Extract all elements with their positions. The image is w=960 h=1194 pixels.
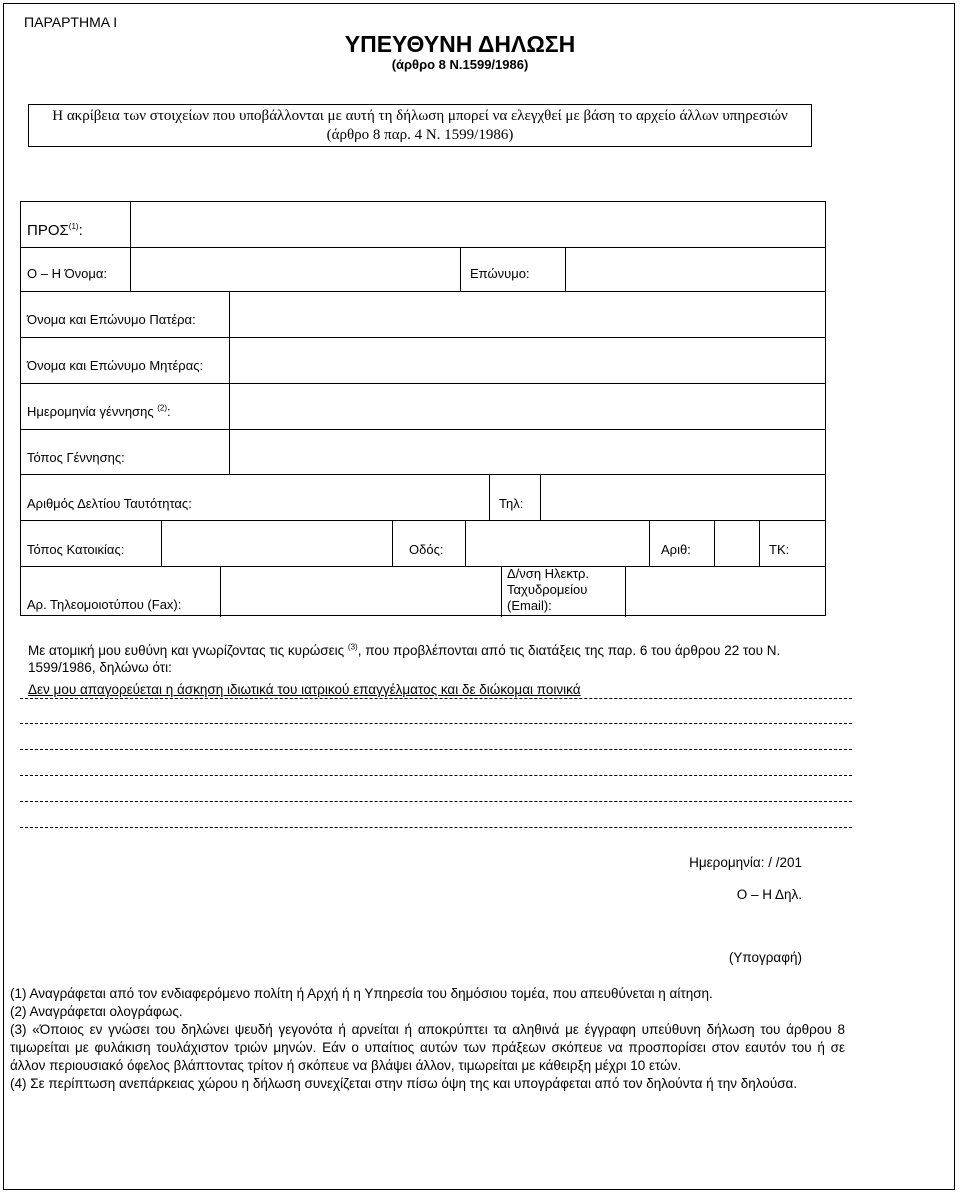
footnote-1: (1) Αναγράφεται από τον ενδιαφερόμενο πολίτη ή Αρχή ή η Υπηρεσία του δημόσιου τομέα, που απευθύνεται η αίτηση. <box>10 986 713 1001</box>
number-label: Αριθ: <box>661 542 691 557</box>
blank-line <box>20 775 852 776</box>
birth-date-label: Ημερομηνία γέννησης $^{(2)}$: <box>27 403 171 419</box>
phone-label: Τηλ: <box>499 496 524 511</box>
postcode-label: ΤΚ: <box>769 542 790 557</box>
blank-line <box>20 827 852 828</box>
footnote-2: (2) Αναγράφεται ολογράφως. <box>10 1004 183 1019</box>
footnote-3: (3) «Όποιος εν γνώσει του δηλώνει ψευδή γεγονότα ή αρνείται ή αποκρύπτει τα αληθινά με έγγραφη υπεύθυνη δήλωση του άρθρου 8 τιμωρείται με φυλάκιση τουλάχιστον τριών μηνών. Εάν ο υπαίτιος αυτών των πράξεων σκόπευε να προσπορίσει στον εαυτόν του ή σε άλλον περιουσιακό όφελος βλάπτοντας τρίτον ή σκόπευε να βλάψει άλλον, τιμωρείται με κάθειρξη μέχρι 10 ετών. <box>10 1022 845 1073</box>
notice-line-2: (άρθρο 8 παρ. 4 Ν. 1599/1986) <box>326 127 514 143</box>
declaration-statement: Δεν μου απαγορεύεται η άσκηση ιδιωτικά του ιατρικού επαγγέλματος και δε διώκομαι ποινικά <box>28 682 581 697</box>
street-label: Οδός: <box>409 542 444 557</box>
document-title: ΥΠΕΥΘΥΝΗ ΔΗΛΩΣΗ <box>344 31 576 57</box>
annex-label: ΠΑΡΑΡΤΗΜΑ Ι <box>24 14 118 30</box>
first-name-label: Ο – Η Όνομα: <box>27 266 107 281</box>
personal-details-table <box>20 201 826 616</box>
notice-line-1: Η ακρίβεια των στοιχείων που υποβάλλονται με αυτή τη δήλωση μπορεί να ελεγχθεί με βάση το αρχείο άλλων υπηρεσιών <box>52 108 788 124</box>
date-field: Ημερομηνία: / /201 <box>689 855 802 870</box>
blank-line <box>20 749 852 750</box>
document-subtitle: (άρθρο 8 Ν.1599/1986) <box>391 57 529 72</box>
email-label: Δ/νση Ηλεκτρ. Ταχυδρομείου (Email): <box>507 566 589 613</box>
blank-line <box>20 698 852 699</box>
residence-label: Τόπος Κατοικίας: <box>27 542 125 557</box>
signature-label: (Υπογραφή) <box>728 950 802 965</box>
footnotes <box>10 985 845 1093</box>
footnote-4: (4) Σε περίπτωση ανεπάρκειας χώρου η δήλωση συνεχίζεται στην πίσω όψη της και υπογράφεται από τον δηλούντα ή την δηλούσα. <box>10 1076 798 1091</box>
notice-box <box>28 104 812 147</box>
declaration-intro: Με ατομική μου ευθύνη και γνωρίζοντας τις κυρώσεις $^{(3)}$, που προβλέπονται από τις διατάξεις της παρ. 6 του άρθρου 22 του Ν. 1599/1986, δηλώνω ότι: <box>28 642 781 675</box>
id-number-label: Αριθμός Δελτίου Ταυτότητας: <box>27 496 192 511</box>
mother-name-label: Όνομα και Επώνυμο Μητέρας: <box>27 358 204 373</box>
fax-label: Αρ. Τηλεομοιοτύπου (Fax): <box>27 597 182 612</box>
declarant-label: Ο – Η Δηλ. <box>736 887 802 902</box>
birth-place-label: Τόπος Γέννησης: <box>27 450 125 465</box>
surname-label: Επώνυμο: <box>470 266 530 281</box>
blank-line <box>20 723 852 724</box>
father-name-label: Όνομα και Επώνυμο Πατέρα: <box>27 312 196 327</box>
to-label: ΠΡΟΣ$^{(1)}$: <box>27 222 83 239</box>
blank-line <box>20 801 852 802</box>
